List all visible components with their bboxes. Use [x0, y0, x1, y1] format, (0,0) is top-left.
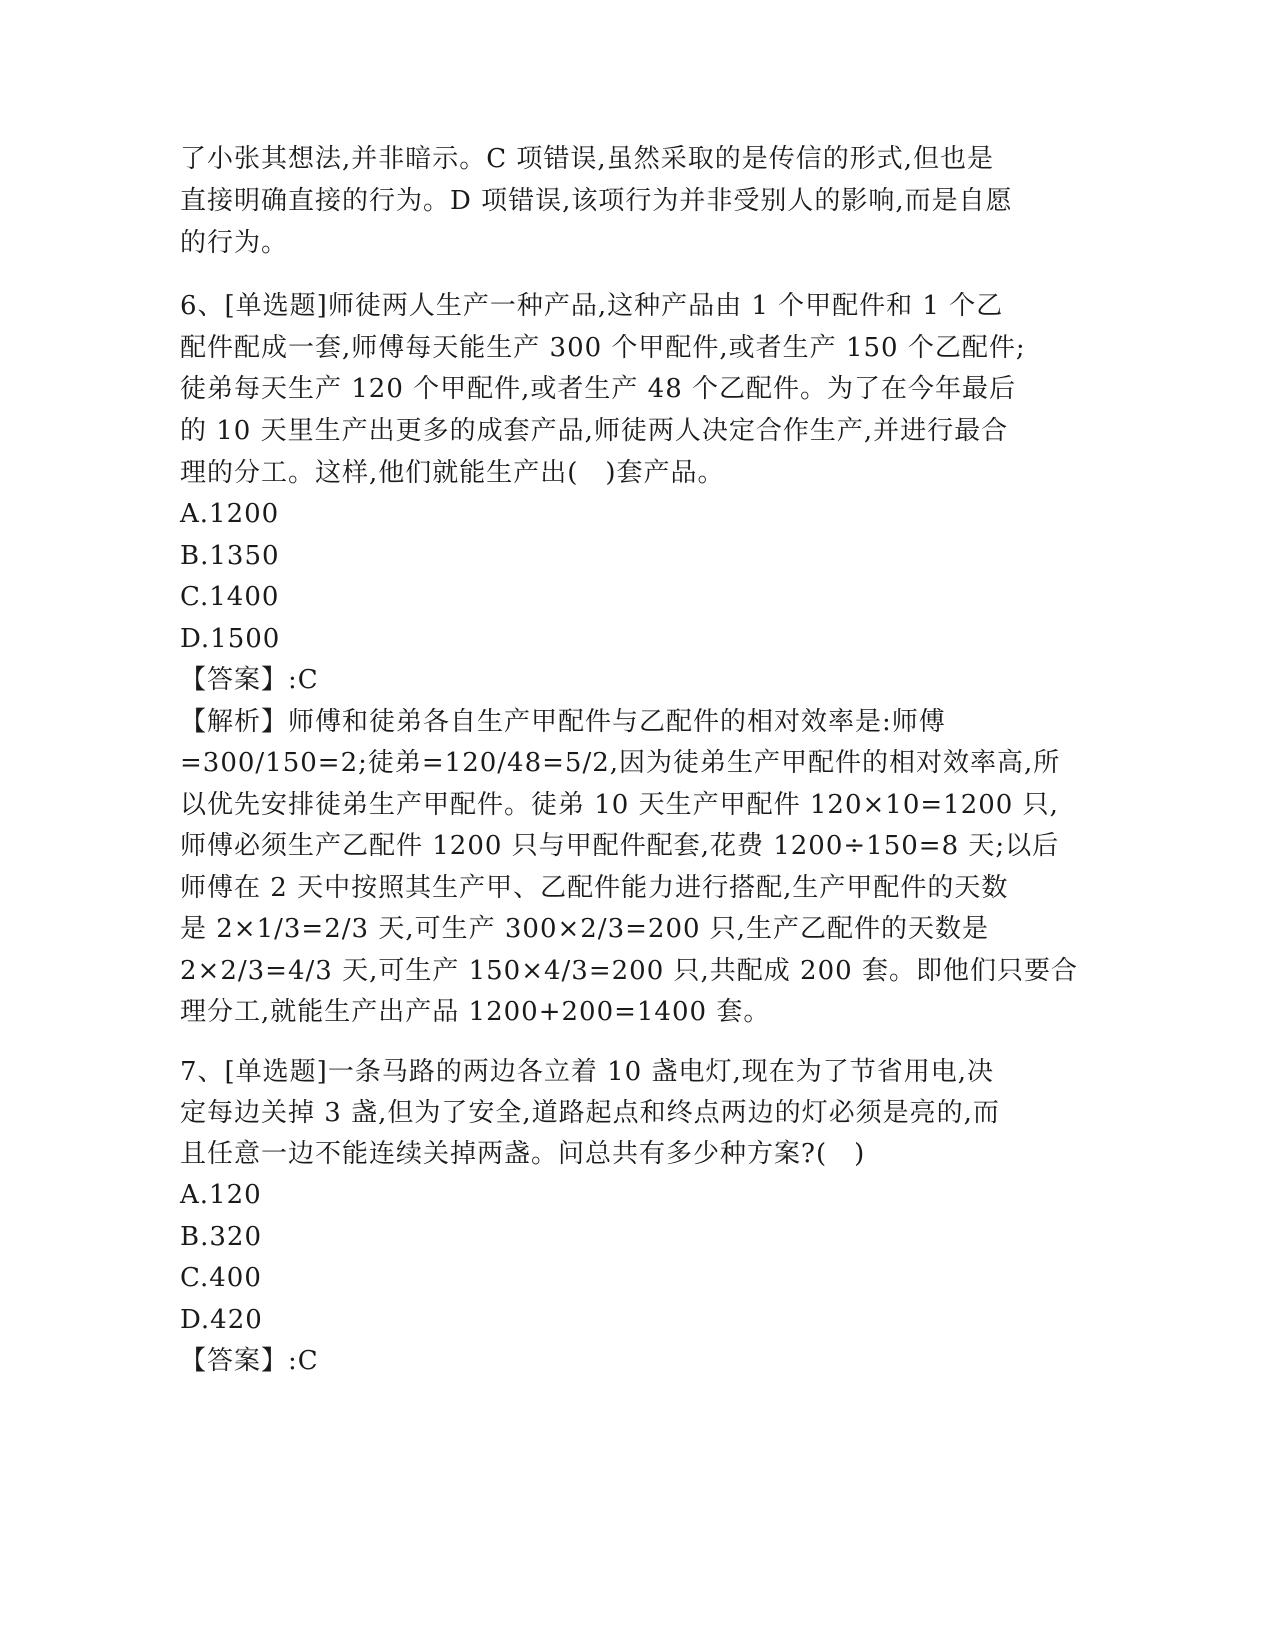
q6-option-c: C.1400	[180, 582, 280, 612]
q6-stem-line: 6、[单选题]师徒两人生产一种产品,这种产品由 1 个甲配件和 1 个乙	[180, 291, 1004, 321]
intro-line: 的行为。	[180, 228, 289, 258]
intro-line: 了小张其想法,并非暗示。C 项错误,虽然采取的是传信的形式,但也是	[180, 144, 994, 174]
intro-line: 直接明确直接的行为。D 项错误,该项行为并非受别人的影响,而是自愿	[180, 186, 1013, 216]
q7-option-c: C.400	[180, 1263, 262, 1293]
q6-stem-line: 的 10 天里生产出更多的成套产品,师徒两人决定合作生产,并进行最合	[180, 416, 1009, 446]
q6-analysis-line: 是 2×1/3=2/3 天,可生产 300×2/3=200 只,生产乙配件的天数是	[180, 914, 990, 944]
q6-analysis-line: 师傅必须生产乙配件 1200 只与甲配件配套,花费 1200÷150=8 天;以后	[180, 831, 1060, 861]
q6-stem-line: 徒弟每天生产 120 个甲配件,或者生产 48 个乙配件。为了在今年最后	[180, 374, 1017, 404]
q6-option-b: B.1350	[180, 541, 280, 571]
q7-stem-line: 且任意一边不能连续关掉两盏。问总共有多少种方案?( )	[180, 1139, 866, 1169]
q6-stem-line: 理的分工。这样,他们就能生产出( )套产品。	[180, 458, 725, 488]
q6-analysis-line: 理分工,就能生产出产品 1200+200=1400 套。	[180, 997, 771, 1027]
q7-option-a: A.120	[180, 1180, 262, 1210]
q6-analysis-line: 以优先安排徒弟生产甲配件。徒弟 10 天生产甲配件 120×10=1200 只,	[180, 790, 1059, 820]
q6-option-d: D.1500	[180, 624, 281, 654]
q6-analysis-line: =300/150=2;徒弟=120/48=5/2,因为徒弟生产甲配件的相对效率高,所	[180, 748, 1061, 778]
q7-option-b: B.320	[180, 1222, 262, 1252]
q7-answer: 【答案】:C	[180, 1346, 319, 1376]
q6-analysis-line: 师傅在 2 天中按照其生产甲、乙配件能力进行搭配,生产甲配件的天数	[180, 873, 1009, 903]
q7-stem-line: 7、[单选题]一条马路的两边各立着 10 盏电灯,现在为了节省用电,决	[180, 1057, 994, 1087]
q6-analysis-line: 【解析】师傅和徒弟各自生产甲配件与乙配件的相对效率是:师傅	[180, 707, 946, 737]
q7-option-d: D.420	[180, 1305, 263, 1335]
q6-stem-line: 配件配成一套,师傅每天能生产 300 个甲配件,或者生产 150 个乙配件;	[180, 333, 1026, 363]
q6-answer: 【答案】:C	[180, 665, 319, 695]
q6-option-a: A.1200	[180, 499, 280, 529]
q7-stem-line: 定每边关掉 3 盏,但为了安全,道路起点和终点两边的灯必须是亮的,而	[180, 1098, 1000, 1128]
q6-analysis-line: 2×2/3=4/3 天,可生产 150×4/3=200 只,共配成 200 套。即他们只要合	[180, 956, 1078, 986]
